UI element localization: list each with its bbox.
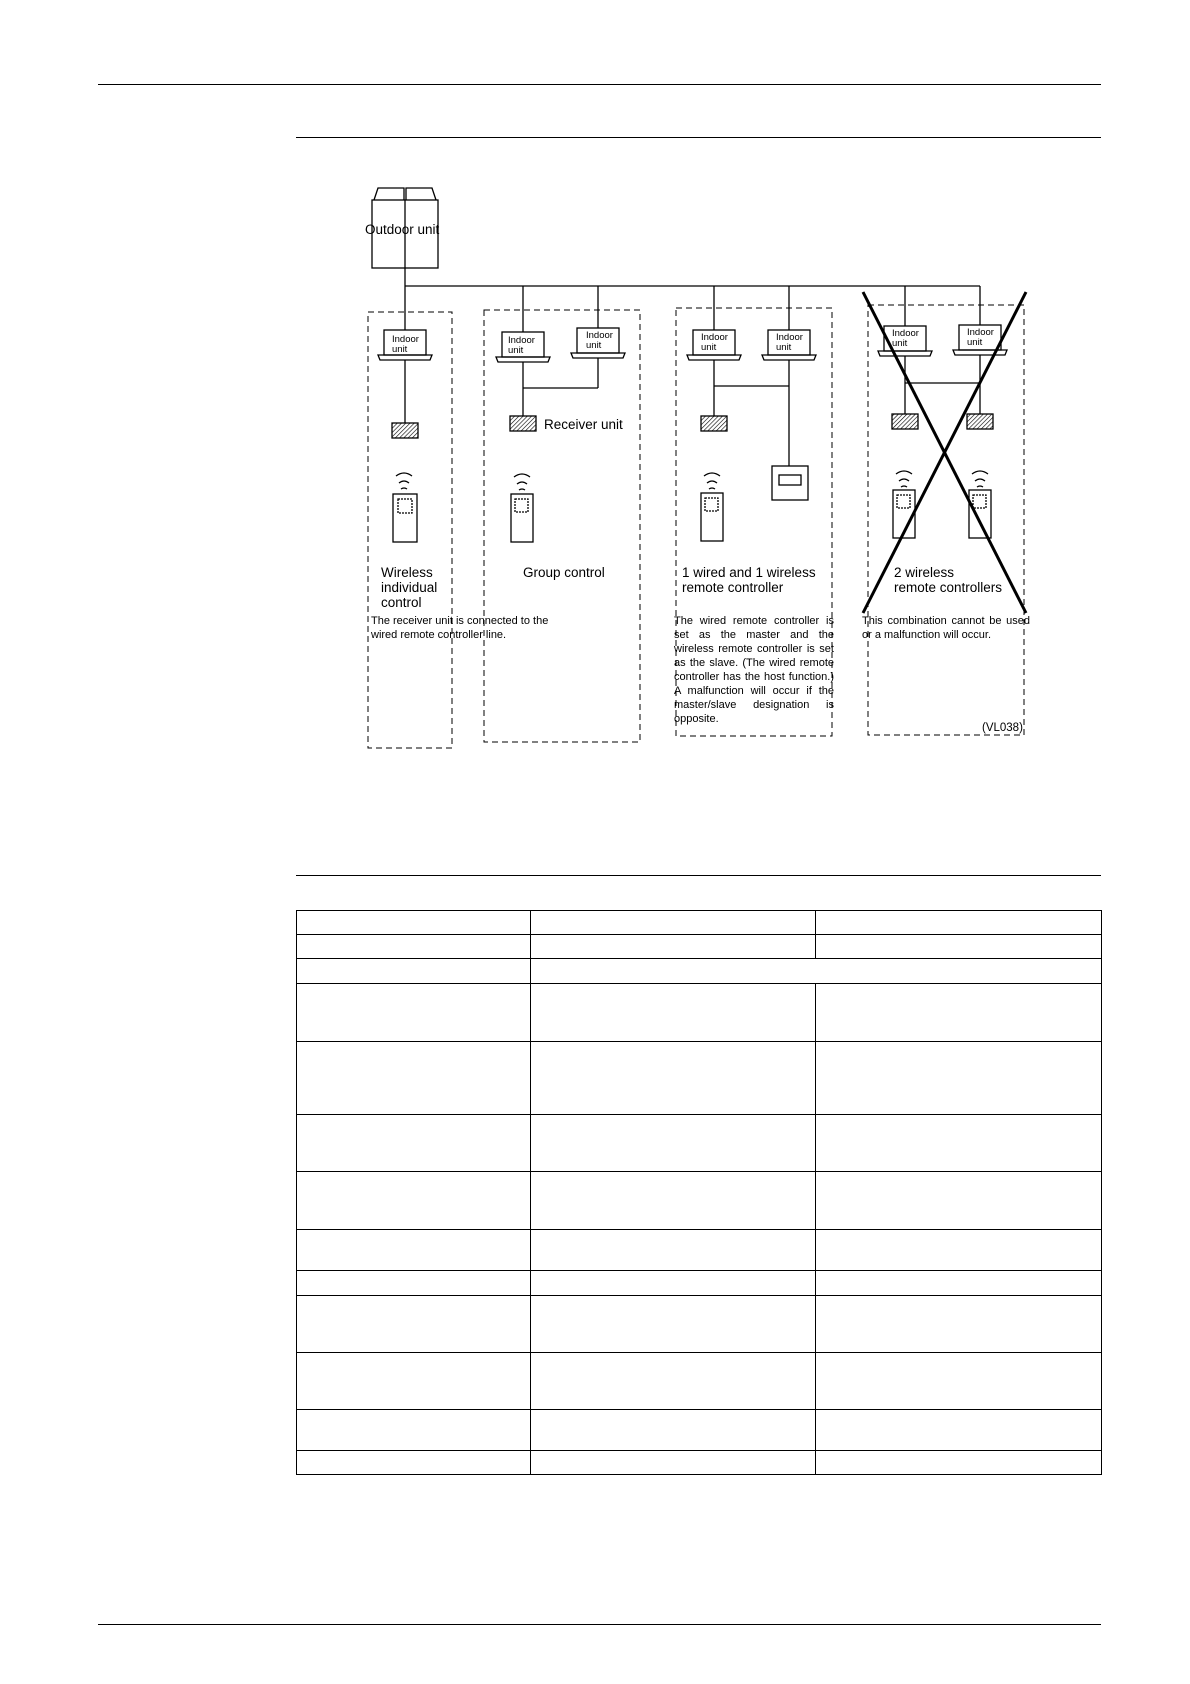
group-caption-4: 2 wireless remote controllers <box>894 565 1003 595</box>
table-row <box>297 1451 1102 1475</box>
table-row <box>297 1271 1102 1296</box>
table-cell <box>816 984 1102 1042</box>
table-cell <box>297 1172 531 1230</box>
table-cell <box>531 1353 816 1410</box>
table-cell <box>531 935 816 959</box>
receiver-unit-icon <box>892 414 918 429</box>
table-cell <box>531 1410 816 1451</box>
table-cell <box>531 1042 816 1115</box>
outdoor-unit-label: Outdoor unit <box>365 222 440 237</box>
table-cell <box>531 1172 816 1230</box>
group-box-4 <box>868 305 1024 735</box>
group-caption-2: Group control <box>523 565 605 580</box>
table-row <box>297 1410 1102 1451</box>
wired-remote-controller-icon <box>772 466 808 500</box>
table-row <box>297 935 1102 959</box>
wireless-signal-icon <box>514 474 530 490</box>
wireless-remote-icon <box>701 493 723 541</box>
table-cell <box>531 1296 816 1353</box>
table-cell <box>816 1410 1102 1451</box>
table-cell <box>531 1115 816 1172</box>
note-master-slave: The wired remote controller is set as the master and the wireless remote controller is set as the slave. (The wired remote controller has the host function.) A malfunction will occur if the master/slave designation is opposite. <box>674 615 834 725</box>
wireless-signal-icon <box>972 471 988 487</box>
section-rule-top <box>296 137 1101 138</box>
indoor-unit-label: Indoor unit <box>392 334 419 355</box>
table-cell <box>816 1296 1102 1353</box>
group-caption-3: 1 wired and 1 wireless remote controller <box>682 565 816 595</box>
table-cell <box>531 1271 816 1296</box>
table-row <box>297 984 1102 1042</box>
table-cell <box>297 1296 531 1353</box>
table-cell <box>816 1451 1102 1475</box>
receiver-unit-label: Receiver unit <box>544 417 623 432</box>
table-cell <box>297 1271 531 1296</box>
indoor-unit-label: Indoor unit <box>892 328 919 349</box>
table-row <box>297 1172 1102 1230</box>
wireless-remote-icon <box>969 490 991 538</box>
wireless-remote-icon <box>511 494 533 542</box>
specification-table <box>296 910 1102 1475</box>
table-row <box>297 911 1102 935</box>
note-not-allowed: This combination cannot be used or a malfunction will occur. <box>862 615 1030 641</box>
indoor-unit-label: Indoor unit <box>701 332 728 353</box>
receiver-unit-icon <box>510 416 536 431</box>
wireless-signal-icon <box>704 473 720 489</box>
table-cell <box>297 1451 531 1475</box>
table-cell <box>816 935 1102 959</box>
table-cell <box>816 1230 1102 1271</box>
wireless-remote-icon <box>393 494 417 542</box>
section-rule-middle <box>296 875 1101 876</box>
note-receiver-unit: The receiver unit is connected to the wired remote controller line. <box>371 615 549 641</box>
table-row <box>297 1230 1102 1271</box>
table-cell <box>816 1115 1102 1172</box>
table-row <box>297 1353 1102 1410</box>
table-cell <box>297 1353 531 1410</box>
indoor-unit-label: Indoor unit <box>967 327 994 348</box>
figure-code: (VL038) <box>982 722 1023 734</box>
table-cell <box>297 911 531 935</box>
table-cell <box>297 1410 531 1451</box>
table-cell <box>297 984 531 1042</box>
table-row <box>297 1042 1102 1115</box>
table-cell <box>816 1042 1102 1115</box>
receiver-unit-icon <box>392 423 418 438</box>
group-box-1 <box>368 312 452 748</box>
group-box-2 <box>484 310 640 742</box>
receiver-unit-icon <box>701 416 727 431</box>
table-cell <box>816 1172 1102 1230</box>
footer-rule <box>98 1624 1101 1625</box>
wireless-signal-icon <box>896 471 912 487</box>
table-cell <box>816 911 1102 935</box>
group-caption-1: Wireless individual control <box>381 565 438 610</box>
table-row <box>297 959 1102 984</box>
table-cell <box>531 984 816 1042</box>
table-cell <box>531 1230 816 1271</box>
table-cell <box>531 959 1102 984</box>
wiring-diagram <box>360 180 1040 750</box>
receiver-unit-icon <box>967 414 993 429</box>
table-cell <box>297 1042 531 1115</box>
header-rule <box>98 84 1101 85</box>
table-row <box>297 1296 1102 1353</box>
table-cell <box>297 959 531 984</box>
table-row <box>297 1115 1102 1172</box>
wireless-signal-icon <box>396 473 412 489</box>
indoor-unit-label: Indoor unit <box>586 330 613 351</box>
table-cell <box>816 1353 1102 1410</box>
indoor-unit-label: Indoor unit <box>508 335 535 356</box>
table-cell <box>531 1451 816 1475</box>
indoor-unit-label: Indoor unit <box>776 332 803 353</box>
table-cell <box>531 911 816 935</box>
table-cell <box>297 1230 531 1271</box>
table-cell <box>297 1115 531 1172</box>
table-cell <box>297 935 531 959</box>
table-cell <box>816 1271 1102 1296</box>
